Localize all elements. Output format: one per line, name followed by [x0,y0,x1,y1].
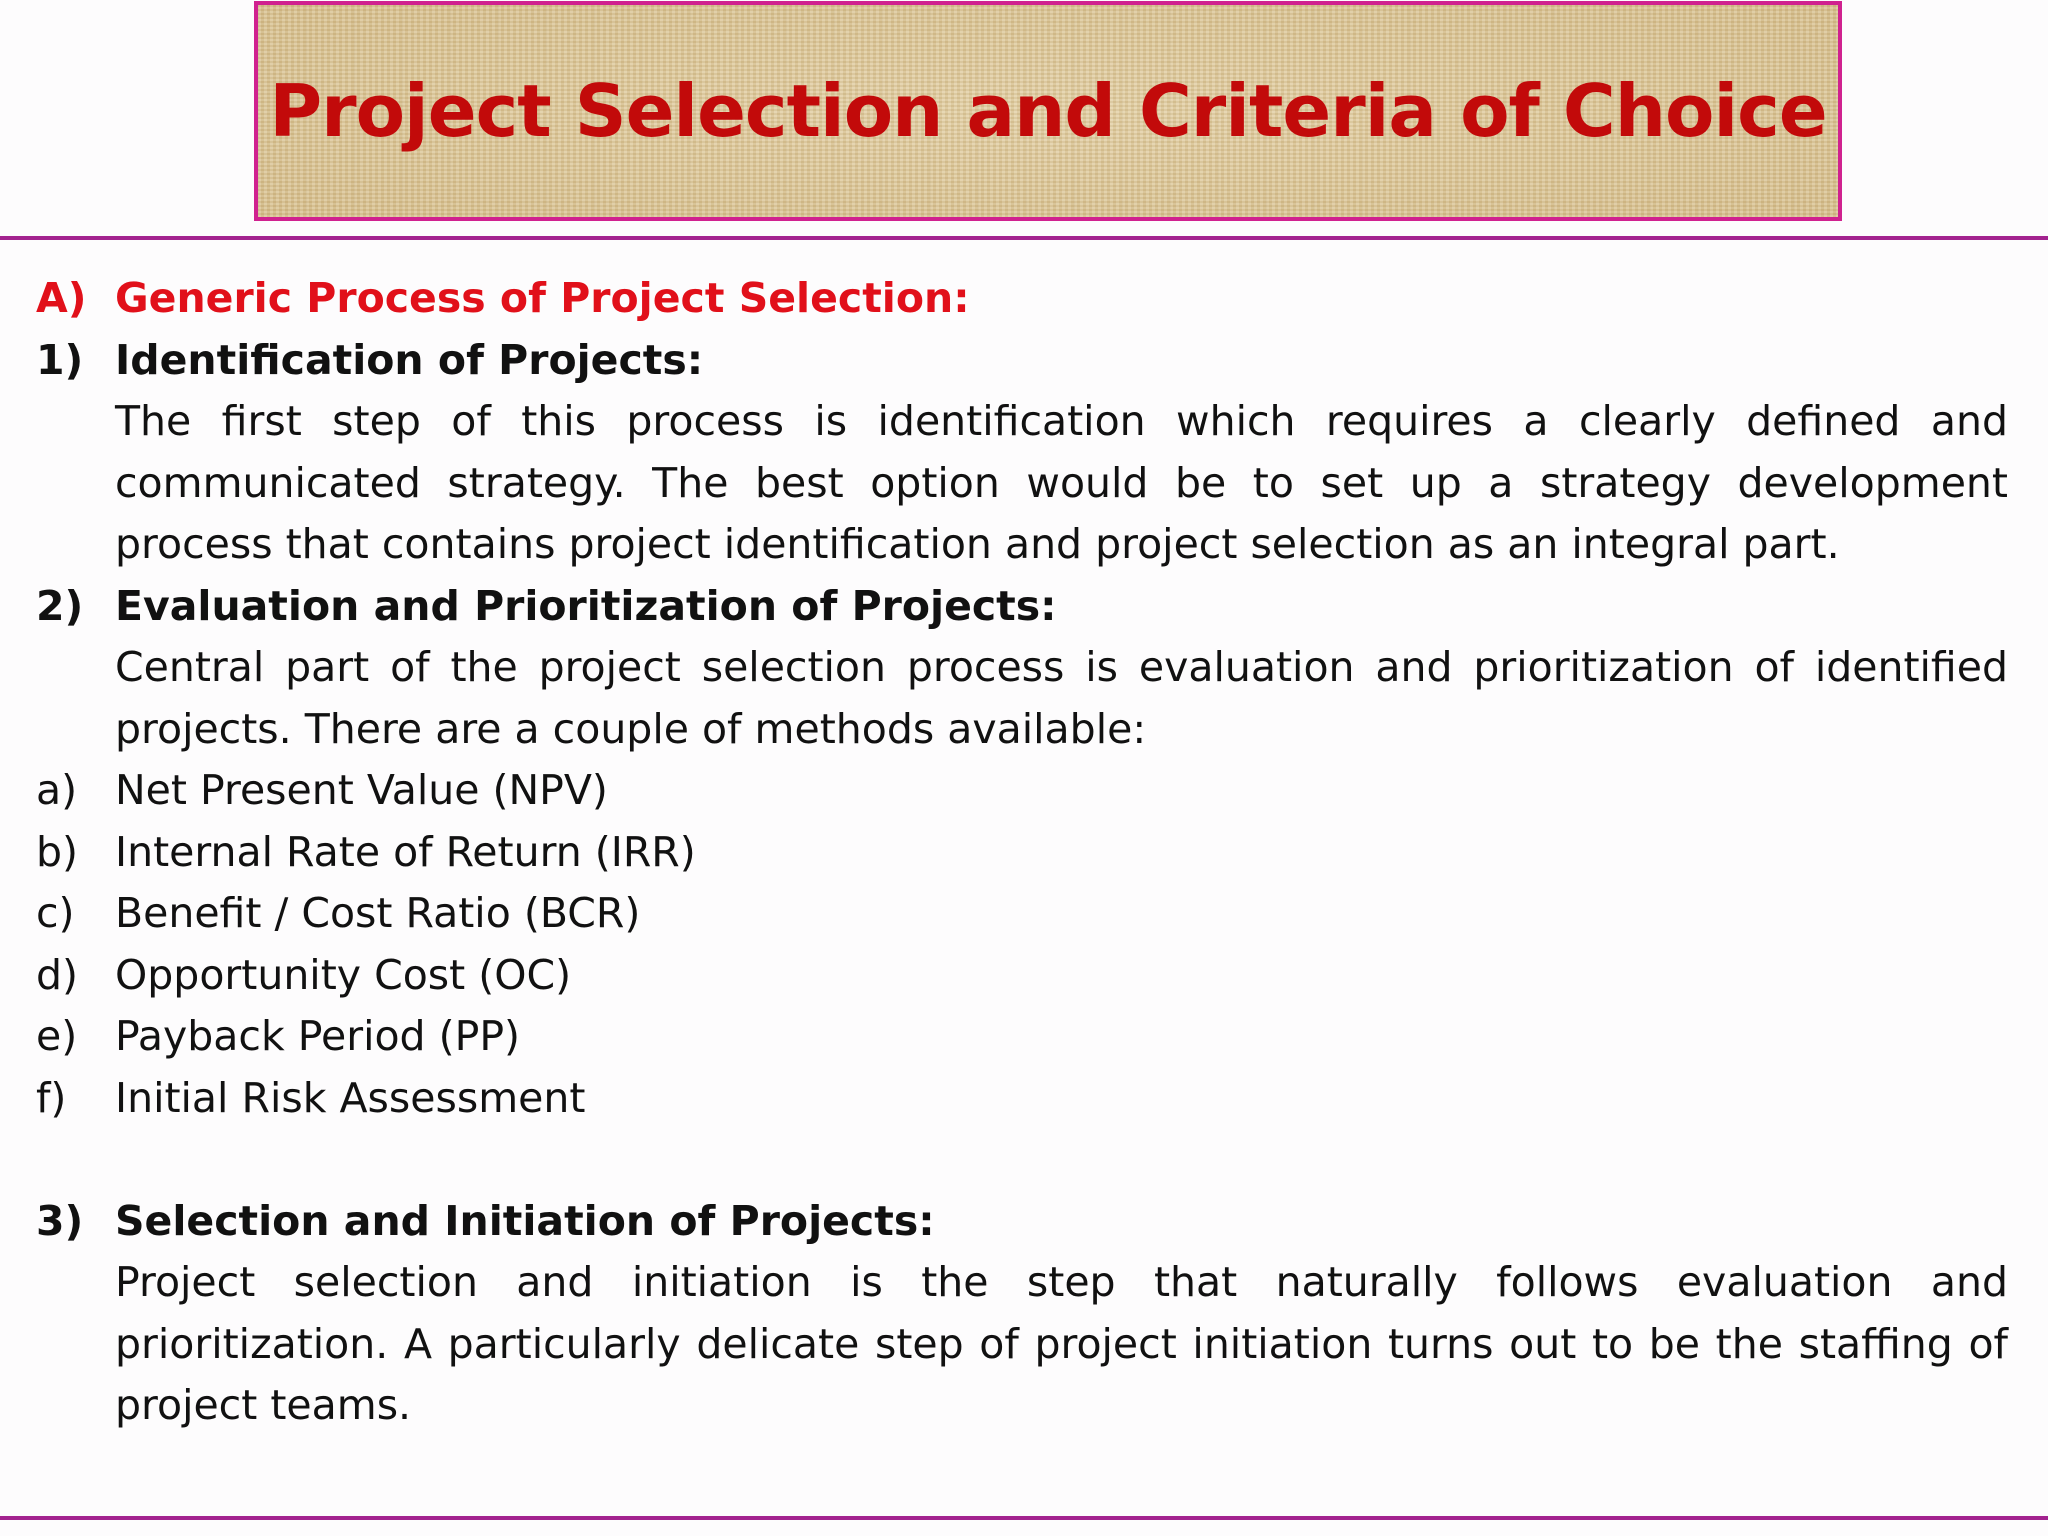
method-item [36,883,2008,945]
top-divider [0,236,2048,240]
method-item [36,1006,2008,1068]
step-2-body: Central part of the project selection process is evaluation and prioritization of identified projects. There are a couple of methods available: [115,643,2008,753]
step-3-heading: Selection and Initiation of Projects: [115,1196,935,1245]
step-1-heading-row [36,330,2008,392]
step-1-heading: Identification of Projects: [115,335,704,384]
section-heading: Generic Process of Project Selection: [115,274,970,322]
method-item [36,1068,2008,1130]
method-item [36,760,2008,822]
method-label: Benefit / Cost Ratio (BCR) [115,889,641,937]
method-label: Payback Period (PP) [115,1012,521,1060]
method-marker: f) [36,1073,67,1122]
step-1-body: The first step of this process is identification which requires a clearly defined and communicated strategy. The best option would be to set up a strategy development process that contains project identification and project selection as an integral part. [115,397,2008,568]
method-label: Internal Rate of Return (IRR) [115,827,696,876]
step-2-heading: Evaluation and Prioritization of Projects: [115,581,1057,630]
method-marker: d) [36,950,79,999]
section-marker: A) [36,274,87,322]
method-label: Opportunity Cost (OC) [115,950,572,999]
section-heading-row [36,268,2008,330]
method-item [36,822,2008,884]
method-marker: c) [36,889,75,937]
method-marker: b) [36,827,79,876]
method-label: Initial Risk Assessment [115,1073,586,1122]
title-banner [254,1,1842,221]
method-marker: e) [36,1012,78,1060]
slide-title: Project Selection and Criteria of Choice [269,69,1827,153]
step-3-body: Project selection and initiation is the step that naturally follows evaluation and prioritization. A particularly delicate step of project initiation turns out to be the staffing of project teams. [115,1258,2008,1429]
method-marker: a) [36,766,78,814]
spacer [36,1129,2008,1191]
method-label: Net Present Value (NPV) [115,766,608,814]
method-item [36,945,2008,1007]
step-3-marker: 3) [36,1196,84,1245]
step-1-marker: 1) [36,335,84,384]
step-2-marker: 2) [36,581,84,630]
bottom-divider [0,1516,2048,1520]
step-2-heading-row [36,576,2008,638]
slide-content [36,268,2008,1437]
step-3-heading-row [36,1191,2008,1253]
